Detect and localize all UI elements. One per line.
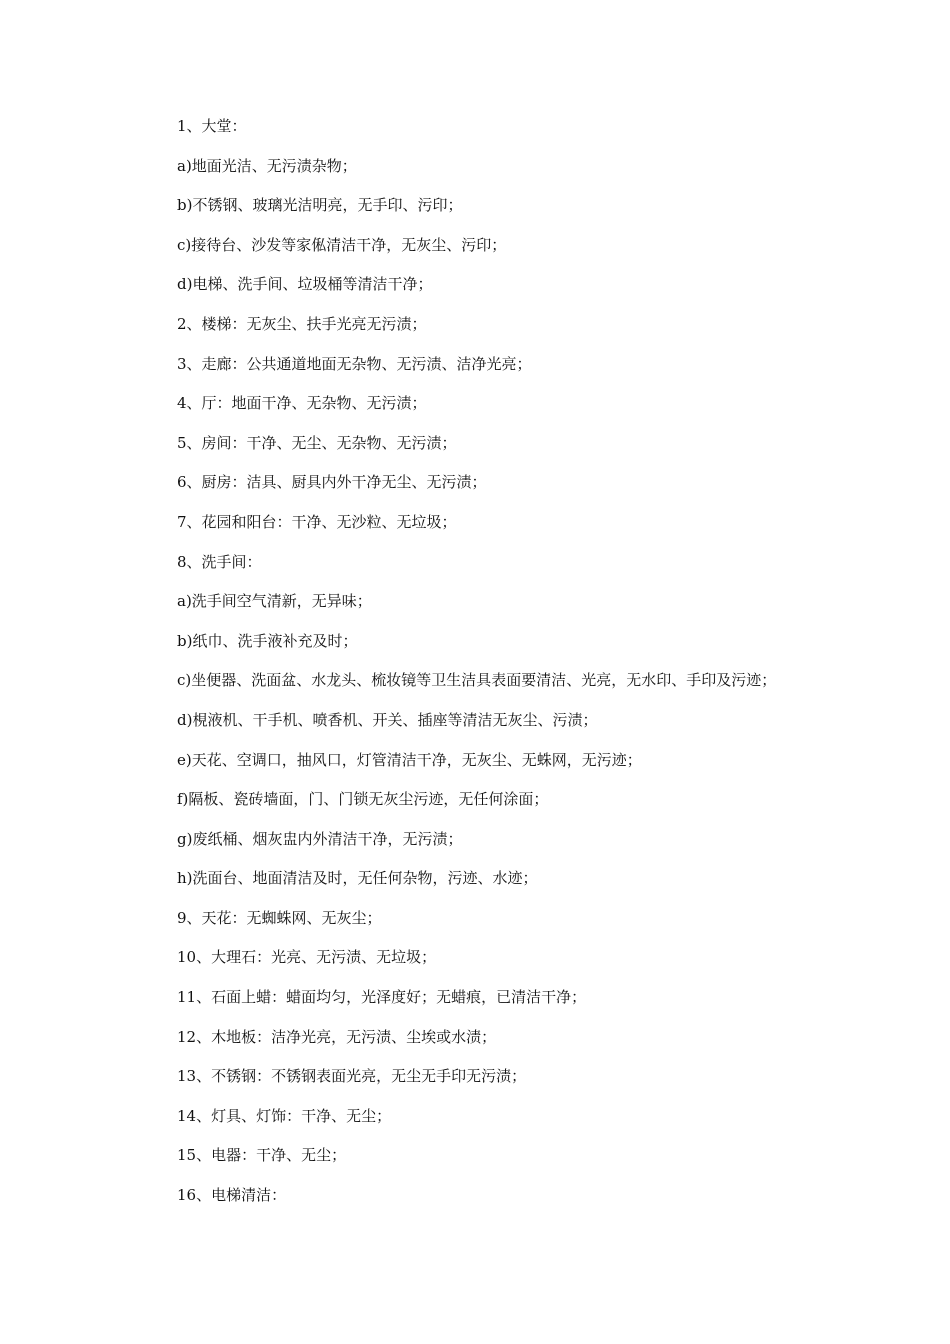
list-item: 5、房间：干净、无尘、无杂物、无污渍； — [177, 433, 457, 452]
list-item: 15、电器：干净、无尘； — [177, 1146, 347, 1165]
list-item: a)洗手间空气清新，无异味； — [177, 592, 372, 611]
list-item: 13、不锈钢：不锈钢表面光亮，无尘无手印无污渍； — [177, 1067, 527, 1086]
list-item: 6、厨房：洁具、厨具内外干净无尘、无污渍； — [177, 473, 487, 492]
list-item: 3、走廊：公共通道地面无杂物、无污渍、洁净光亮； — [177, 354, 532, 373]
heading-lobby: 1、大堂： — [177, 117, 247, 135]
list-item: 2、楼梯：无灰尘、扶手光亮无污渍； — [177, 314, 427, 333]
heading-washroom: 8、洗手间： — [177, 552, 262, 571]
list-item: b)不锈钢、玻璃光洁明亮，无手印、污印； — [177, 196, 463, 215]
list-item: 11、石面上蜡：蜡面均匀，光泽度好；无蜡痕，已清洁干净； — [177, 988, 587, 1007]
list-item: d)梘液机、干手机、喷香机、开关、插座等清洁无灰尘、污渍； — [177, 710, 598, 729]
list-item: h)洗面台、地面清洁及时，无任何杂物，污迹、水迹； — [177, 869, 538, 888]
list-item: 14、灯具、灯饰：干净、无尘； — [177, 1106, 392, 1125]
list-item: g)废纸桶、烟灰盅内外清洁干净，无污渍； — [177, 829, 463, 848]
list-item: a)地面光洁、无污渍杂物； — [177, 156, 357, 175]
list-item: 7、花园和阳台：干净、无沙粒、无垃圾； — [177, 512, 457, 531]
list-item: f)隔板、瓷砖墙面，门、门锁无灰尘污迹，无任何涂面； — [177, 790, 549, 809]
list-item: e)天花、空调口，抽风口，灯管清洁干净，无灰尘、无蛛网，无污迹； — [177, 750, 642, 769]
list-item: d)电梯、洗手间、垃圾桶等清洁干净； — [177, 275, 433, 294]
heading-elevator-cleaning: 16、电梯清洁： — [177, 1186, 287, 1205]
list-item: c)坐便器、洗面盆、水龙头、梳妆镜等卫生洁具表面要清洁、光亮，无水印、手印及污迹； — [177, 671, 777, 690]
list-item: 4、厅：地面干净、无杂物、无污渍； — [177, 394, 427, 413]
list-item: b)纸巾、洗手液补充及时； — [177, 631, 358, 650]
list-item: 10、大理石：光亮、无污渍、无垃圾； — [177, 948, 437, 967]
document-body — [144, 116, 814, 1225]
list-item: 9、天花：无蜘蛛网、无灰尘； — [177, 908, 382, 927]
list-item: 12、木地板：洁净光亮，无污渍、尘埃或水渍； — [177, 1027, 497, 1046]
list-item: c)接待台、沙发等家俬清洁干净，无灰尘、污印； — [177, 235, 507, 254]
